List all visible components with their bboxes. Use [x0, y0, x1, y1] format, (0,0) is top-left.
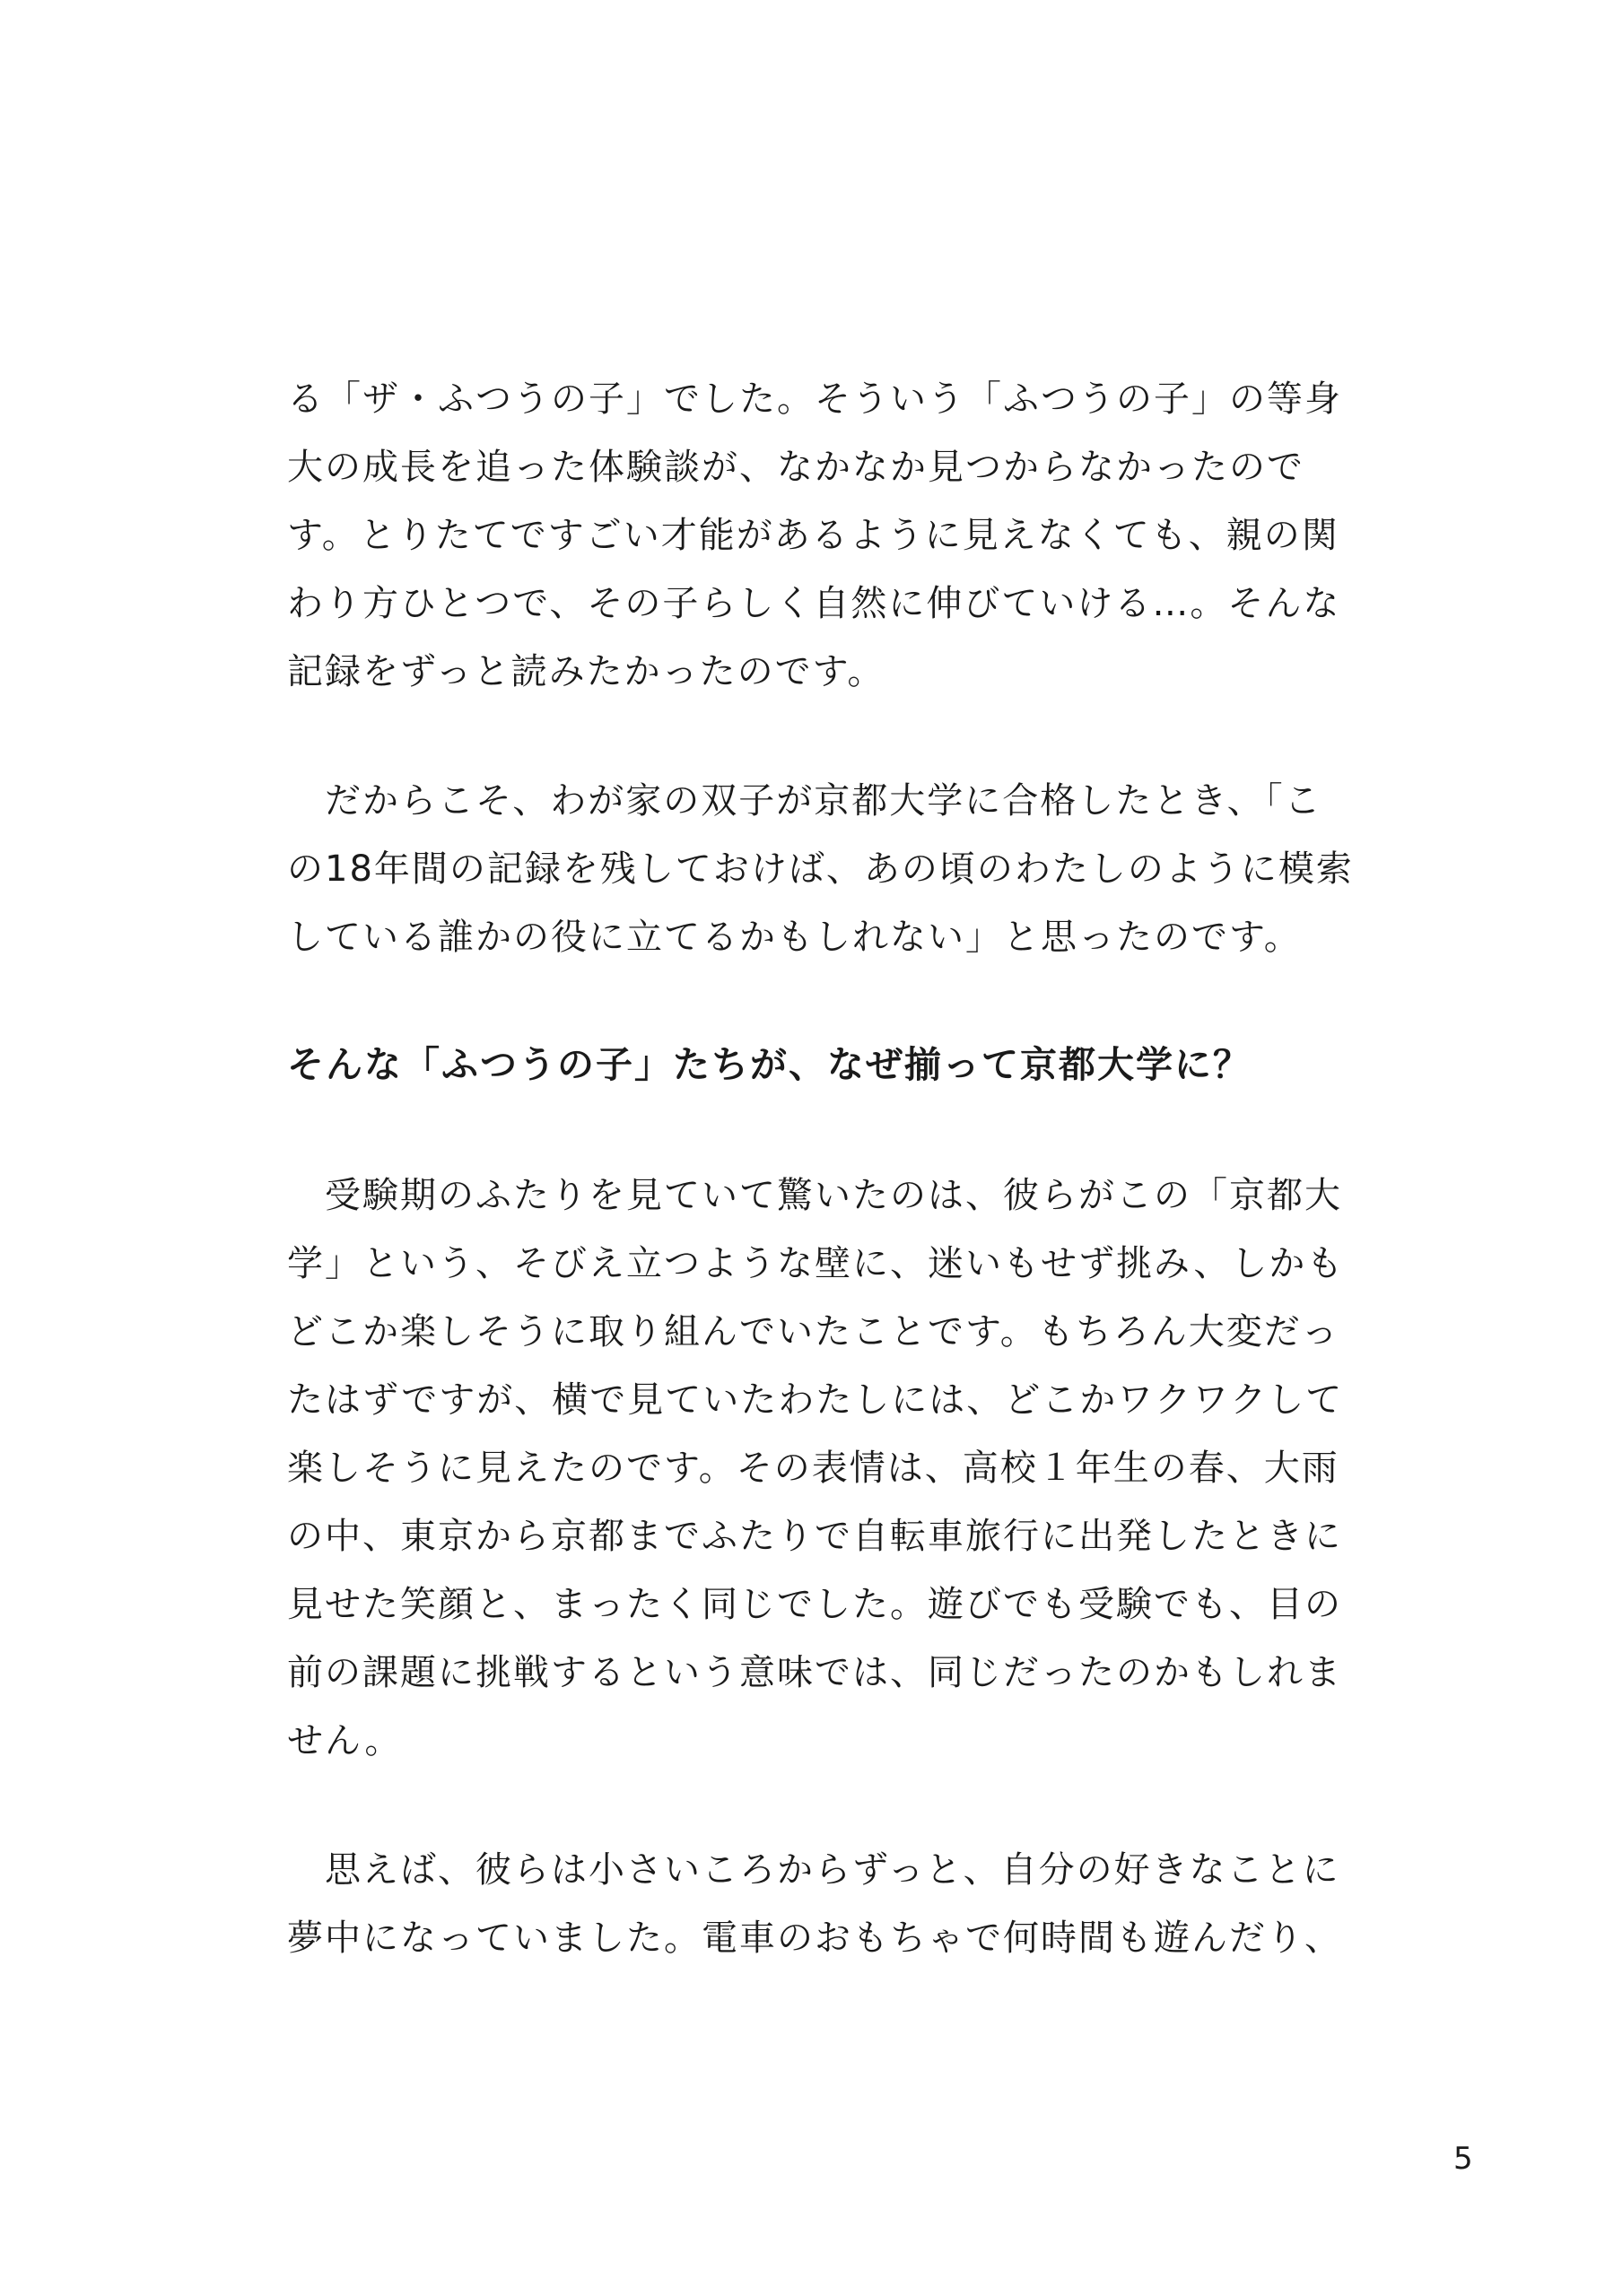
body-text-line: 受験期のふたりを見ていて驚いたのは、彼らがこの「京都大: [287, 1175, 1342, 1216]
body-text-line: 学」という、そびえ立つような壁に、迷いもせず挑み、しかも: [287, 1243, 1345, 1284]
body-text-line: せん。: [287, 1720, 403, 1761]
body-text-line: の中、東京から京都までふたりで自転車旅行に出発したときに: [287, 1516, 1342, 1557]
body-text-line: わり方ひとつで、その子らしく自然に伸びていける…。そんな: [287, 583, 1341, 624]
body-text-line: る「ザ・ふつうの子」でした。そういう「ふつうの子」の等身: [287, 378, 1342, 420]
body-text-line: の18年間の記録を残しておけば、あの頃のわたしのように模索: [287, 848, 1354, 890]
body-text-line: す。とりたてですごい才能があるように見えなくても、親の関: [287, 515, 1339, 556]
body-text-line: 思えば、彼らは小さいころからずっと、自分の好きなことに: [287, 1849, 1340, 1891]
page-number: 5: [1453, 2141, 1473, 2177]
body-text-line: している誰かの役に立てるかもしれない」と思ったのです。: [287, 917, 1302, 958]
body-text-line: 前の課題に挑戦するという意味では、同じだったのかもしれま: [287, 1652, 1342, 1693]
body-text-line: 大の成長を追った体験談が、なかなか見つからなかったので: [287, 447, 1304, 488]
body-text-line: 夢中になっていました。電車のおもちゃで何時間も遊んだり、: [287, 1918, 1342, 1959]
body-text-line: たはずですが、横で見ていたわたしには、どこかワクワクして: [287, 1379, 1344, 1421]
body-text-line: だからこそ、わが家の双子が京都大学に合格したとき、「こ: [287, 780, 1322, 822]
body-text-line: 記録をずっと読みたかったのです。: [287, 651, 885, 692]
body-text-line: 見せた笑顔と、まったく同じでした。遊びでも受験でも、目の: [287, 1584, 1342, 1625]
section-heading: そんな「ふつうの子」たちが、なぜ揃って京都大学に？: [287, 1043, 1252, 1086]
body-text-line: 楽しそうに見えたのです。その表情は、高校１年生の春、大雨: [287, 1448, 1339, 1489]
body-text-line: どこか楽しそうに取り組んでいたことです。もちろん大変だっ: [287, 1311, 1339, 1352]
